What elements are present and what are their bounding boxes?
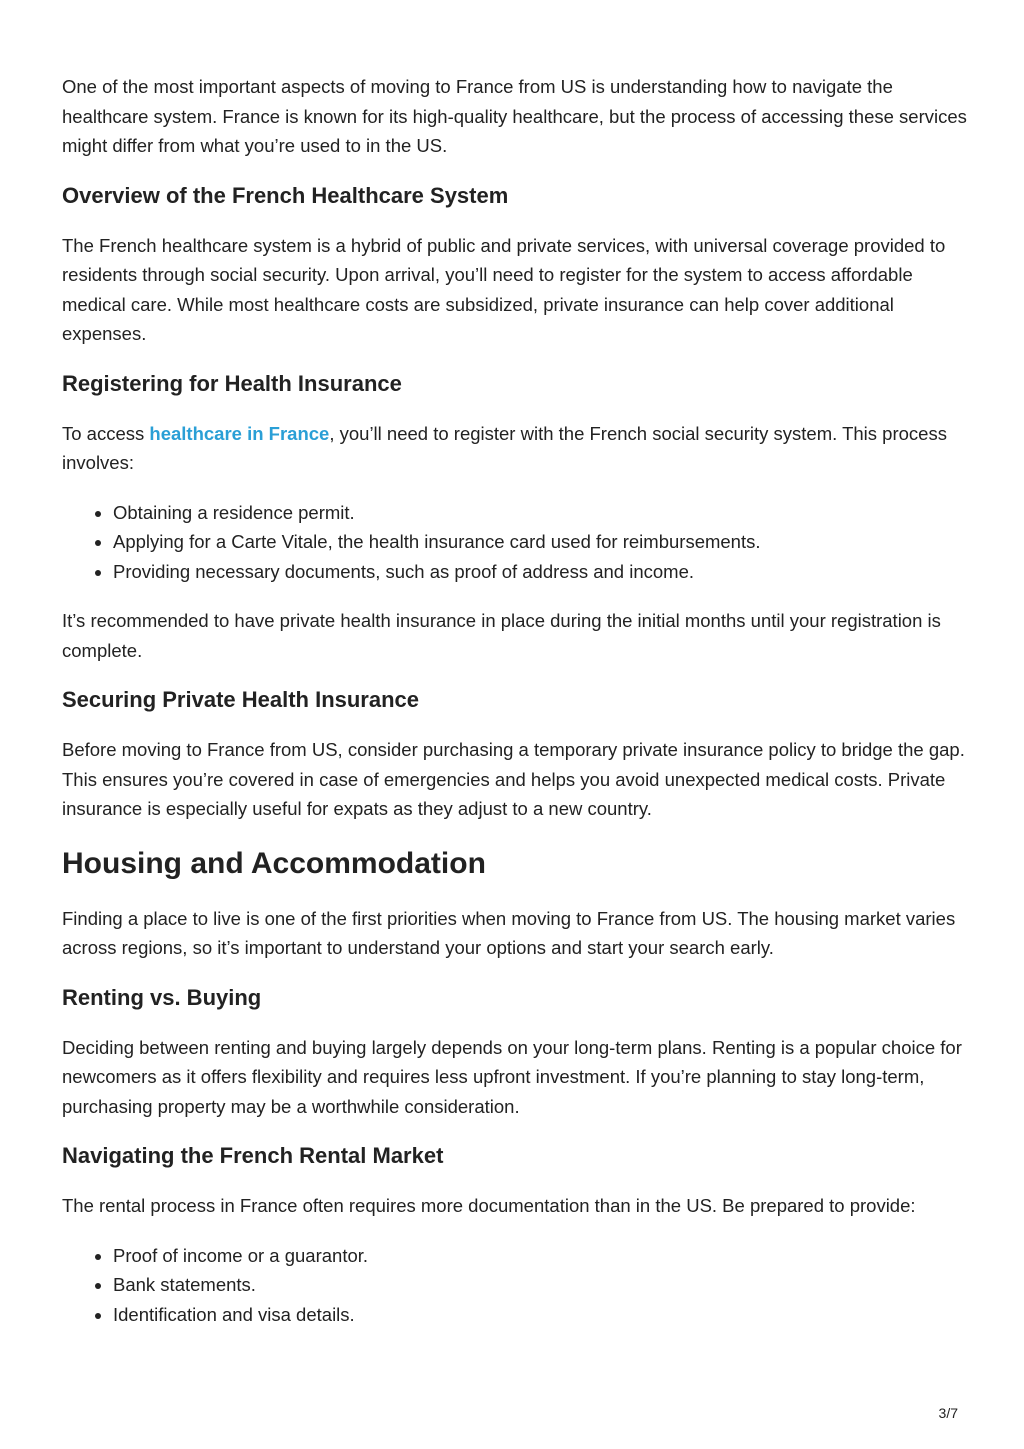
rental-paragraph: The rental process in France often requires more documentation than in the US. Be prepared to provide: — [62, 1195, 916, 1216]
heading-private-insurance: Securing Private Health Insurance — [62, 687, 420, 712]
list-item: • Bank statements. — [113, 1270, 972, 1300]
heading-housing: Housing and Accommodation — [62, 846, 486, 880]
heading-rental-market: Navigating the French Rental Market — [62, 1143, 444, 1168]
list-item: • Obtaining a residence permit. — [113, 498, 972, 528]
list-item: • Identification and visa details. — [113, 1300, 972, 1330]
list-item: • Proof of income or a guarantor. — [113, 1241, 972, 1271]
list-item: • Applying for a Carte Vitale, the health insurance card used for reimbursements. — [113, 527, 972, 557]
registering-list — [62, 498, 972, 587]
intro-paragraph: One of the most important aspects of moving to France from US is understanding how to navigate the healthcare system. France is known for its high-quality healthcare, but the process of accessing these services might differ from what you’re used to in the US. — [62, 76, 967, 156]
overview-paragraph: The French healthcare system is a hybrid of public and private services, with universal coverage provided to residents through social security. Upon arrival, you’ll need to register for the system to access affordable medical care. While most healthcare costs are subsidized, private insurance can help cover additional expenses. — [62, 234, 946, 344]
article-body — [62, 72, 972, 1349]
heading-overview: Overview of the French Healthcare System — [62, 182, 509, 208]
registering-text-before: To access — [62, 422, 150, 444]
heading-registering: Registering for Health Insurance — [62, 370, 402, 396]
registering-note: It’s recommended to have private health insurance in place during the initial months until your registration is complete. — [62, 610, 941, 661]
list-item: • Providing necessary documents, such as proof of address and income. — [113, 557, 972, 587]
healthcare-in-france-link[interactable]: healthcare in France — [149, 422, 330, 444]
page-number: 3/7 — [938, 1405, 958, 1421]
registering-paragraph — [62, 419, 972, 478]
renting-paragraph: Deciding between renting and buying largely depends on your long-term plans. Renting is a popular choice for newcomers as it offers flexibility and requires less upfront investment. If you’re planning to stay long-term, purchasing property may be a worthwhile consideration. — [62, 1036, 962, 1117]
housing-paragraph: Finding a place to live is one of the first priorities when moving to France from US. The housing market varies across regions, so it’s important to understand your options and start your search early. — [62, 907, 956, 958]
heading-renting-vs-buying: Renting vs. Buying — [62, 984, 262, 1010]
private-insurance-paragraph: Before moving to France from US, consider purchasing a temporary private insurance policy to bridge the gap. This ensures you’re covered in case of emergencies and helps you avoid unexpected medical costs. Private insurance is especially useful for expats as they adjust to a new country. — [62, 739, 965, 819]
registering-text-after: , you’ll need to register with the French social security system. This process involves: — [62, 422, 947, 473]
rental-list — [62, 1241, 972, 1330]
